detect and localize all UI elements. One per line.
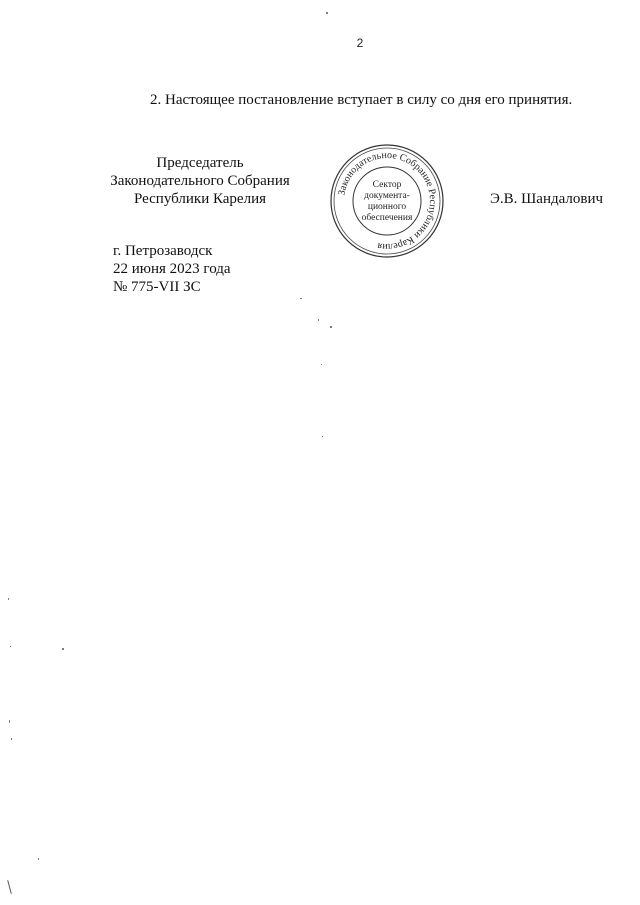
scan-speck xyxy=(9,720,10,723)
scan-speck xyxy=(62,648,64,650)
signatory-name: Э.В. Шандалович xyxy=(490,191,604,207)
scan-speck xyxy=(318,319,319,321)
scan-speck xyxy=(10,646,11,647)
scan-speck xyxy=(330,326,332,328)
signatory-title xyxy=(100,154,300,208)
resolution-paragraph: 2. Настоящее постановление вступает в силу со дня его принятия. xyxy=(150,92,573,108)
scan-speck xyxy=(326,12,328,14)
signatory-title-line: Республики Карелия xyxy=(133,191,267,207)
stamp-center-line: Сектор xyxy=(372,180,402,190)
document-date: 22 июня 2023 года xyxy=(113,261,231,277)
stamp-center-text xyxy=(328,180,446,224)
svg-text:Законодательное Собрание Респу: Законодательное Собрание Республики Карелия xyxy=(336,149,439,253)
document-number: № 775-VII ЗС xyxy=(113,279,201,295)
signatory-title-line: Законодательного Собрания xyxy=(110,173,290,189)
place-and-date xyxy=(113,242,231,296)
stamp-center-line: обеспечения xyxy=(361,213,413,223)
signatory-title-line: Председатель xyxy=(156,155,244,171)
page-number: 2 xyxy=(356,36,364,50)
stamp-center-line: ционного xyxy=(367,202,407,212)
scan-speck xyxy=(8,598,9,600)
scan-speck xyxy=(7,880,12,894)
scan-speck xyxy=(38,858,39,860)
official-stamp xyxy=(328,142,446,260)
stamp-center-line: документа- xyxy=(364,191,410,201)
scan-speck xyxy=(11,738,12,740)
city: г. Петрозаводск xyxy=(113,243,213,259)
scan-speck xyxy=(321,364,322,365)
scan-speck xyxy=(322,436,323,437)
scan-speck xyxy=(300,298,302,299)
